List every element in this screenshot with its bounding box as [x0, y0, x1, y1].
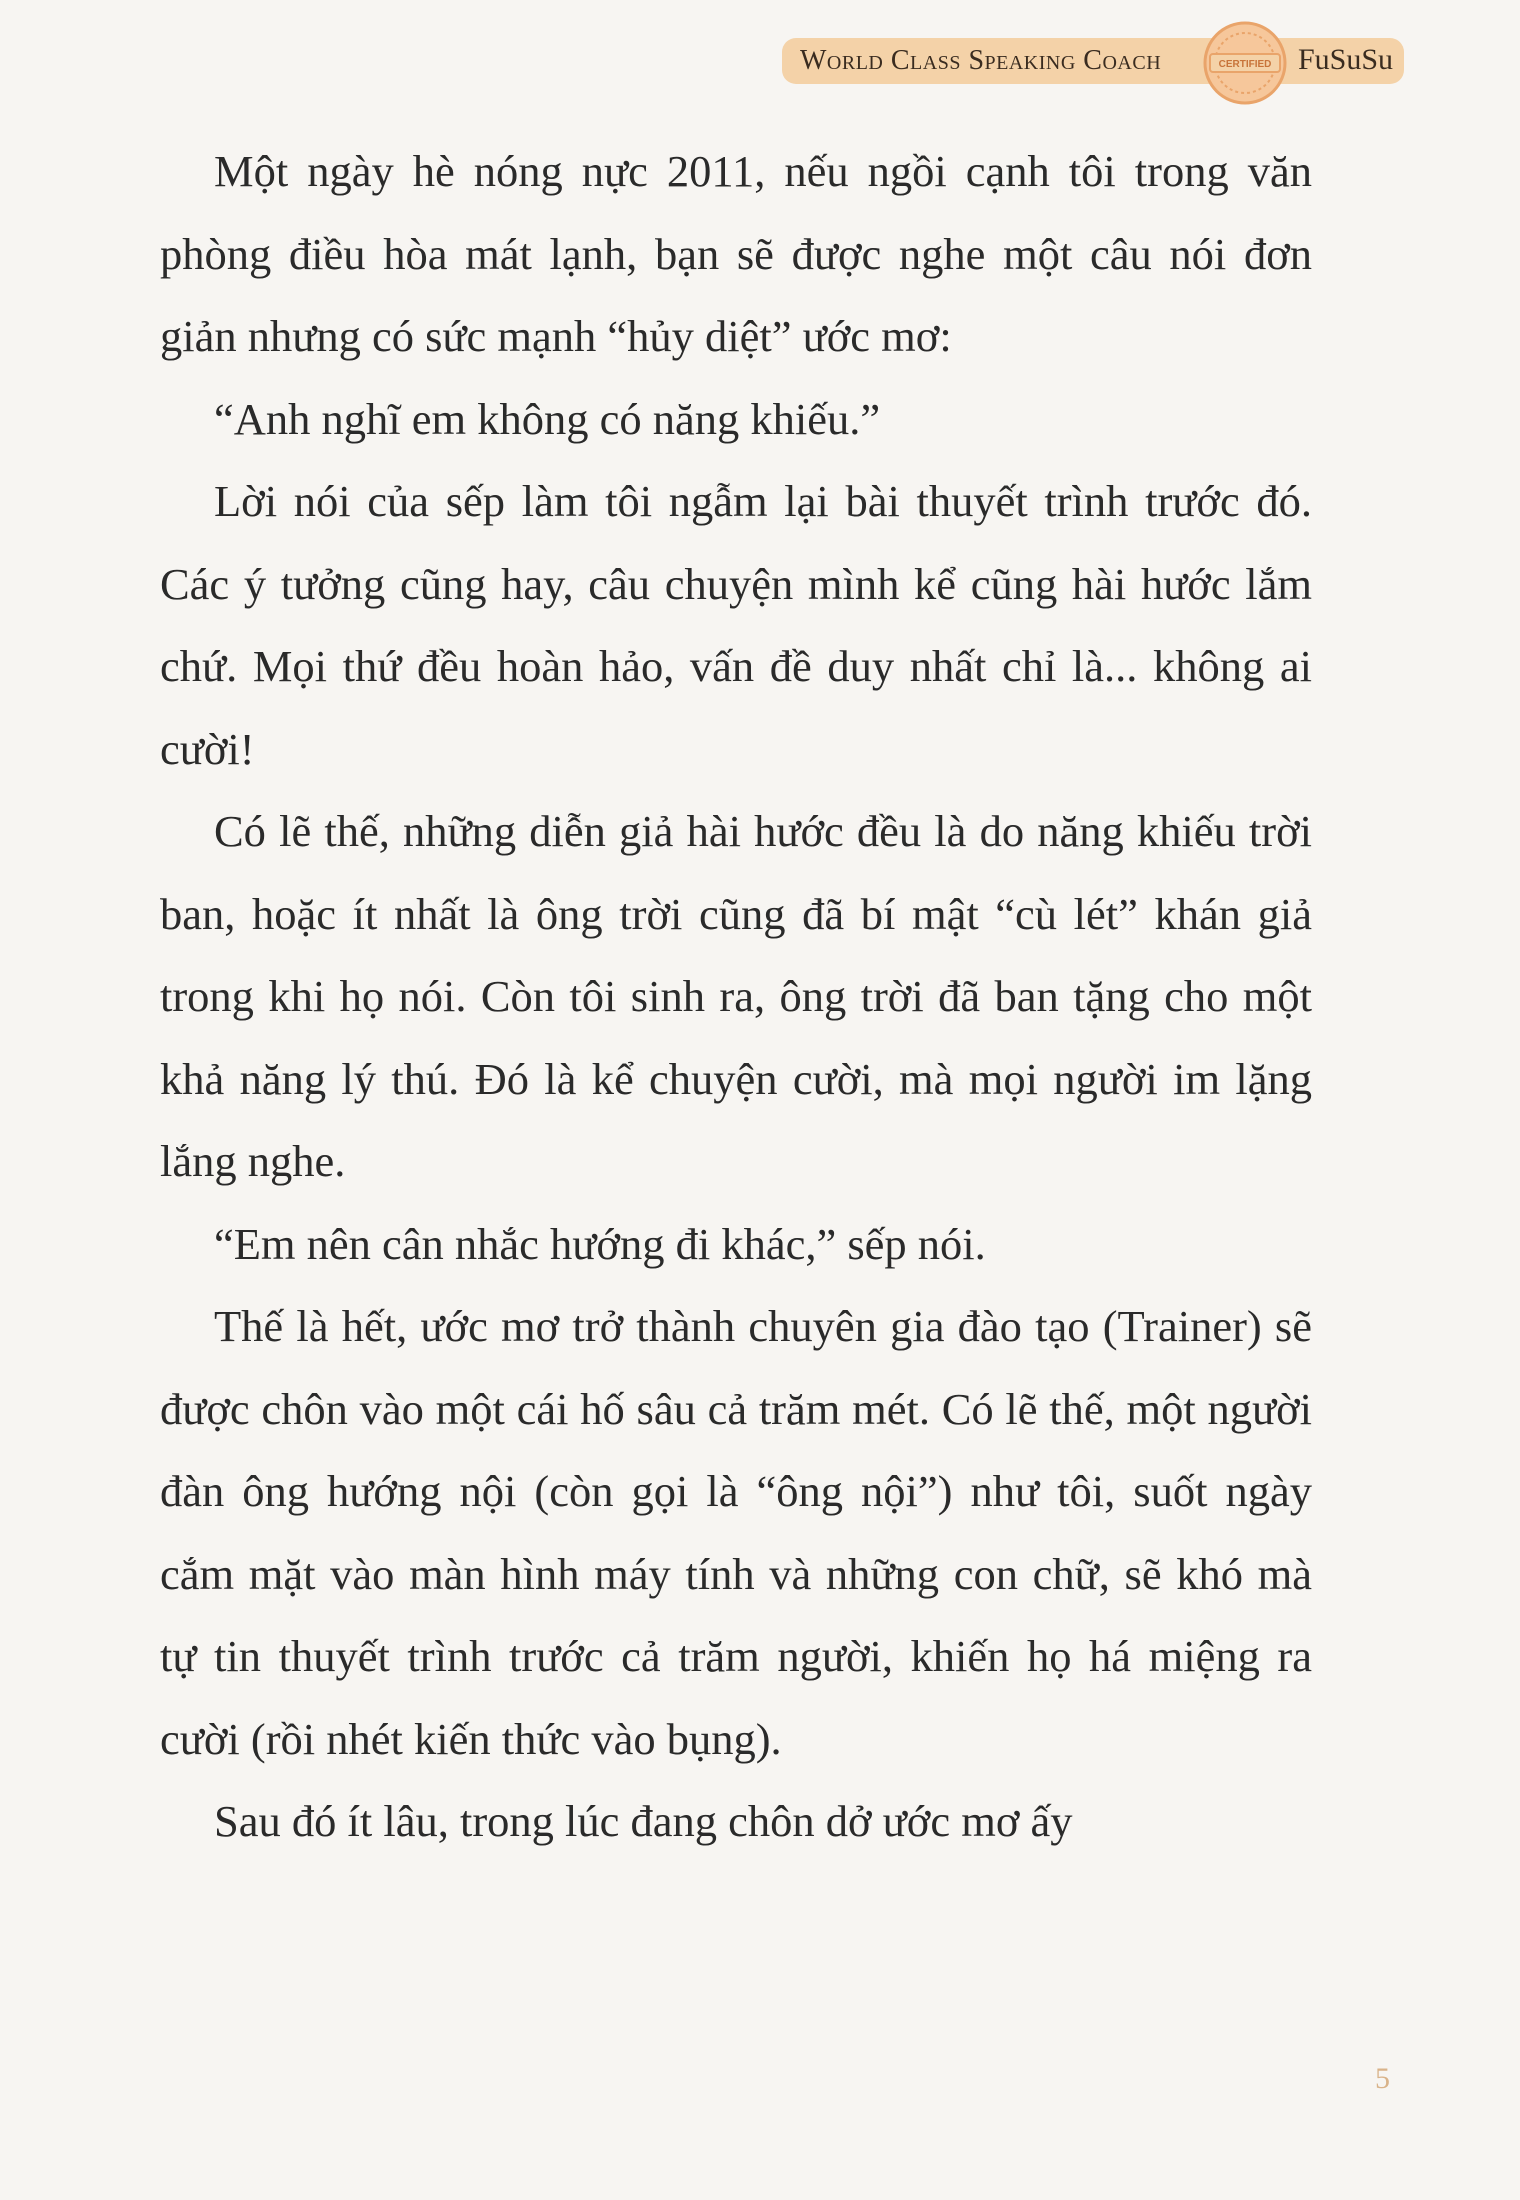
paragraph: “Em nên cân nhắc hướng đi khác,” sếp nói.	[214, 1218, 986, 1269]
seal-text: CERTIFIED	[1218, 59, 1272, 70]
paragraph: Lời nói của sếp làm tôi ngẫm lại bài thuyết trình trước đó. Các ý tưởng cũng hay, câu chuyện mình kể cũng hài hước lắm chứ. Mọi thứ đều hoàn hảo, vấn đề duy nhất chỉ là... không ai cười!	[160, 476, 1312, 774]
paragraph: Thế là hết, ước mơ trở thành chuyên gia đào tạo (Trainer) sẽ được chôn vào một cái hố sâu cả trăm mét. Có lẽ thế, một người đàn ông hướng nội (còn gọi là “ông nội”) như tôi, suốt ngày cắm mặt vào màn hình máy tính và những con chữ, sẽ khó mà tự tin thuyết trình trước cả trăm người, khiến họ há miệng ra cười (rồi nhét kiến thức vào bụng).	[160, 1301, 1312, 1764]
paragraph: “Anh nghĩ em không có năng khiếu.”	[214, 393, 881, 444]
header-title: World Class Speaking Coach	[800, 45, 1162, 76]
page-number: 5	[1375, 2062, 1390, 2095]
header-author: FuSuSu	[1298, 43, 1394, 76]
page-body	[160, 130, 1312, 1863]
paragraph: Sau đó ít lâu, trong lúc đang chôn dở ước mơ ấy	[214, 1796, 1073, 1846]
certified-seal-icon	[1202, 20, 1288, 106]
paragraph: Một ngày hè nóng nực 2011, nếu ngồi cạnh tôi trong văn phòng điều hòa mát lạnh, bạn sẽ được nghe một câu nói đơn giản nhưng có sức mạnh “hủy diệt” ước mơ:	[160, 146, 1312, 361]
paragraph: Có lẽ thế, những diễn giả hài hước đều là do năng khiếu trời ban, hoặc ít nhất là ông trời cũng đã bí mật “cù lét” khán giả trong khi họ nói. Còn tôi sinh ra, ông trời đã ban tặng cho một khả năng lý thú. Đó là kể chuyện cười, mà mọi người im lặng lắng nghe.	[160, 806, 1312, 1186]
